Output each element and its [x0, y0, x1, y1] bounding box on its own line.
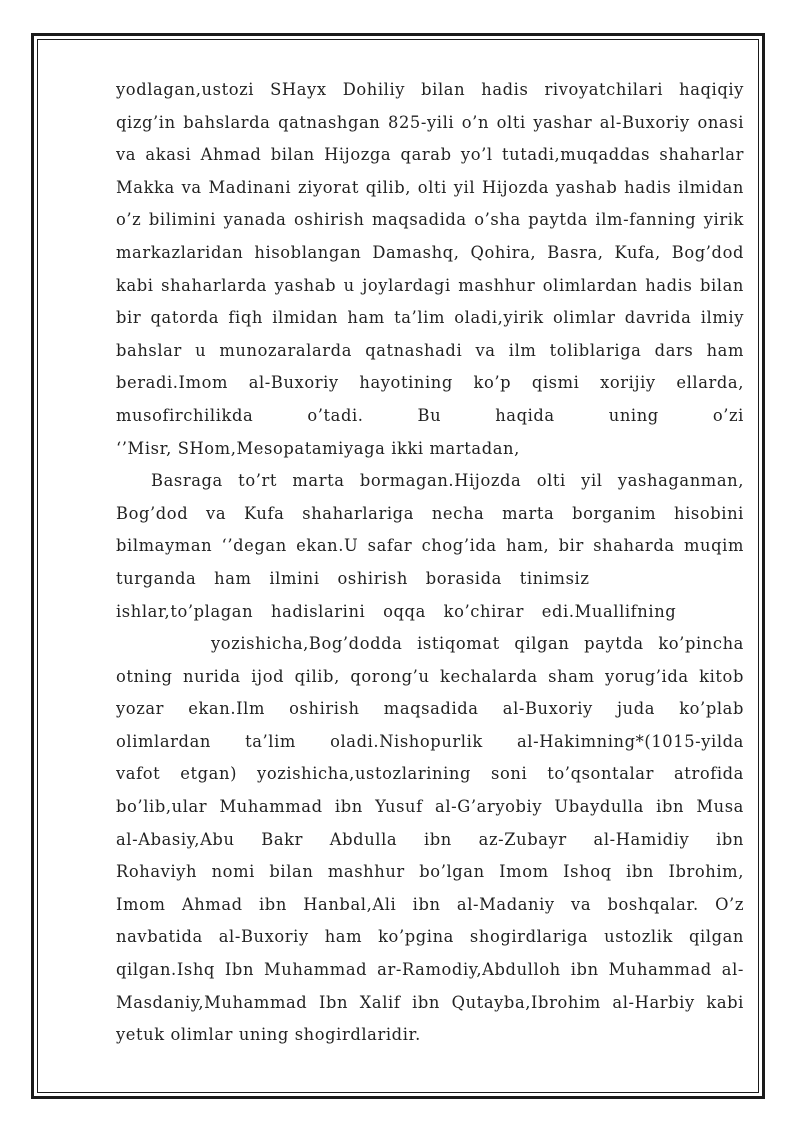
text-line: ‘’Misr, SHom,Mesopatamiyaga ikki martadan, — [116, 438, 520, 458]
text-line: otning nurida ijod qilib, qorong’u kechalarda sham yorug’ida kitob — [116, 666, 744, 686]
text-line: Rohaviyh nomi bilan mashhur bo’lgan Imom Ishoq ibn Ibrohim, — [116, 862, 744, 882]
text-line: Basraga to’rt marta bormagan.Hijozda olti yil yashaganman, — [151, 471, 744, 491]
text-line: beradi.Imom al-Buxoriy hayotining ko’p qismi xorijiy ellarda, — [116, 373, 744, 393]
text-line: qizg’in bahslarda qatnashgan 825-yili o’n olti yashar al-Buxoriy onasi — [116, 112, 744, 132]
text-line: Imom Ahmad ibn Hanbal,Ali ibn al-Madaniy va boshqalar. O’z — [116, 894, 744, 914]
text-line: yozar ekan.Ilm oshirish maqsadida al-Buxoriy juda ko’plab — [116, 699, 744, 719]
text-line: bilmayman ‘’degan ekan.U safar chog’ida ham, bir shaharda muqim — [116, 536, 744, 556]
text-line: yozishicha,Bog’dodda istiqomat qilgan paytda ko’pincha — [211, 634, 744, 654]
text-line: Bog’dod va Kufa shaharlariga necha marta borganim hisobini — [116, 503, 744, 523]
text-line: bo’lib,ular Muhammad ibn Yusuf al-G’aryobiy Ubaydulla ibn Musa — [116, 797, 744, 817]
text-line: markazlaridan hisoblangan Damashq, Qohira, Basra, Kufa, Bog’dod — [116, 242, 744, 262]
document-body — [116, 74, 744, 1052]
text-line: musofirchilikda o’tadi. Bu haqida uning o’zi — [116, 405, 744, 425]
text-line: turganda ham ilmini oshirish borasida tinimsiz — [116, 568, 590, 588]
text-line: navbatida al-Buxoriy ham ko’pgina shogirdlariga ustozlik qilgan — [116, 927, 744, 947]
text-line: Masdaniy,Muhammad Ibn Xalif ibn Qutayba,Ibrohim al-Harbiy kabi — [116, 992, 744, 1012]
text-line: kabi shaharlarda yashab u joylardagi mashhur olimlardan hadis bilan — [116, 275, 744, 295]
text-line: Makka va Madinani ziyorat qilib, olti yil Hijozda yashab hadis ilmidan — [116, 177, 744, 197]
text-line: va akasi Ahmad bilan Hijozga qarab yo’l tutadi,muqaddas shaharlar — [116, 145, 744, 165]
text-line: vafot etgan) yozishicha,ustozlarining soni to’qsontalar atrofida — [116, 764, 744, 784]
text-line: yodlagan,ustozi SHayx Dohiliy bilan hadis rivoyatchilari haqiqiy — [116, 80, 744, 99]
text-line: olimlardan ta’lim oladi.Nishopurlik al-Hakimning*(1015-yilda — [116, 731, 744, 751]
text-line: qilgan.Ishq Ibn Muhammad ar-Ramodiy,Abdulloh ibn Muhammad al- — [116, 960, 744, 980]
text-line: ishlar,to’plagan hadislarini oqqa ko’chirar edi.Muallifning — [116, 601, 677, 621]
text-line: o’z bilimini yanada oshirish maqsadida o’sha paytda ilm-fanning yirik — [116, 210, 744, 230]
text-line: bir qatorda fiqh ilmidan ham ta’lim oladi,yirik olimlar davrida ilmiy — [116, 308, 744, 328]
text-line: yetuk olimlar uning shogirdlaridir. — [116, 1025, 421, 1045]
text-line: bahslar u munozaralarda qatnashadi va ilm toliblariga dars ham — [116, 340, 744, 360]
text-line: al-Abasiy,Abu Bakr Abdulla ibn az-Zubayr al-Hamidiy ibn — [116, 829, 744, 849]
